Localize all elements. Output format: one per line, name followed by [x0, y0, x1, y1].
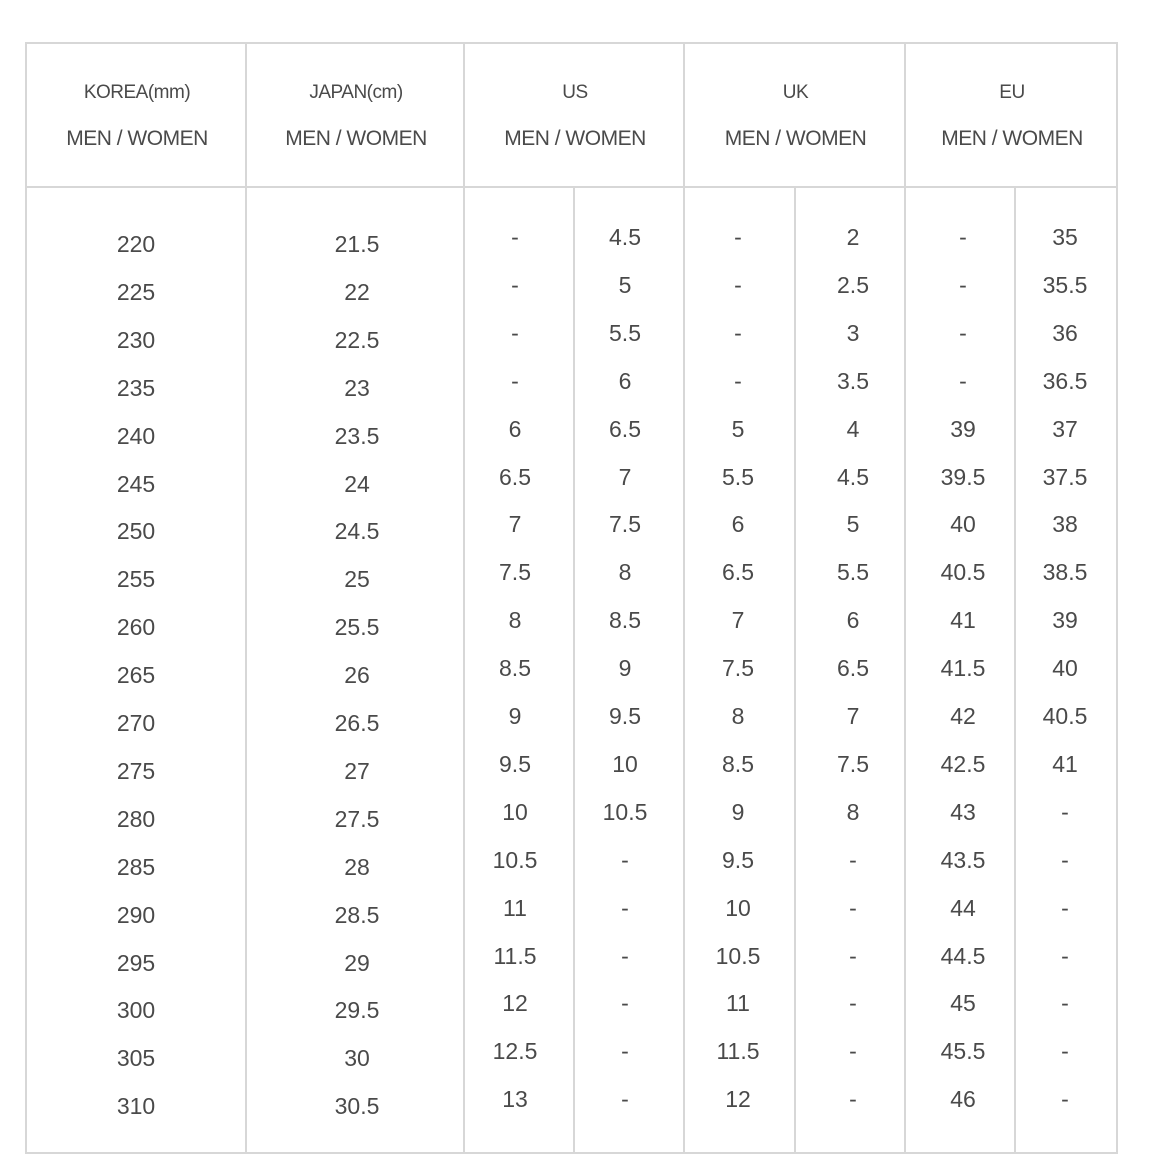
header-uk-subtitle: MEN / WOMEN: [724, 126, 867, 150]
cell-uk-men: 12: [725, 1086, 751, 1113]
cell-uk-women: 6: [846, 607, 860, 634]
cell-uk-men: -: [734, 367, 742, 394]
cell-uk-men: 9: [731, 798, 745, 825]
column-divider: [245, 44, 247, 1152]
cell-uk-women: 3: [846, 319, 860, 346]
cell-uk-men: 10: [725, 894, 751, 921]
header-uk-title: UK: [782, 81, 809, 103]
cell-eu-men: 40: [950, 511, 976, 538]
cell-us-women: 10: [612, 750, 638, 777]
cell-eu-men: -: [959, 224, 967, 250]
cell-uk-women: -: [849, 846, 857, 873]
cell-eu-women: 41: [1052, 750, 1078, 777]
header-korea: [27, 44, 247, 187]
cell-us-women: 9.5: [609, 703, 641, 729]
cell-uk-women: -: [849, 1086, 857, 1113]
header-us: [465, 44, 685, 187]
cell-us-women: 7.5: [609, 511, 641, 538]
cell-us-men: 13: [502, 1086, 528, 1113]
cell-uk-men: 6: [731, 511, 745, 538]
cell-us-men: 9: [508, 703, 522, 729]
cell-us-women: -: [621, 942, 629, 969]
cell-us-women: -: [621, 1086, 629, 1113]
header-us-subtitle: MEN / WOMEN: [504, 126, 646, 150]
header-japan: [247, 44, 465, 187]
cell-eu-women: 37: [1052, 415, 1078, 442]
cell-korea-mm: 265: [116, 662, 156, 689]
cell-uk-men: -: [734, 319, 742, 346]
cell-us-women: 10.5: [602, 798, 648, 825]
cell-us-women: 8.5: [609, 607, 641, 634]
cell-korea-mm: 245: [116, 470, 156, 497]
cell-korea-mm: 260: [116, 614, 156, 641]
cell-us-women: 7: [618, 463, 632, 490]
cell-eu-women: 38: [1052, 511, 1078, 538]
header-japan-title: JAPAN(cm): [309, 81, 403, 103]
cell-eu-men: 43.5: [940, 846, 986, 873]
cell-korea-mm: 310: [116, 1093, 156, 1120]
header-korea-title: KOREA(mm): [83, 81, 191, 103]
cell-korea-mm: 225: [116, 278, 156, 305]
cell-japan-cm: 21.5: [334, 231, 380, 257]
cell-eu-women: 36: [1052, 319, 1078, 346]
cell-us-men: 10.5: [492, 846, 538, 873]
cell-eu-women: 39: [1052, 607, 1078, 634]
cell-us-men: -: [511, 367, 519, 394]
cell-eu-men: 43: [950, 798, 976, 825]
cell-eu-women: 35.5: [1042, 271, 1088, 298]
header-eu: [906, 44, 1118, 187]
cell-eu-women: 37.5: [1042, 463, 1088, 490]
cell-eu-women: 36.5: [1042, 367, 1088, 394]
column-divider: [683, 44, 685, 1152]
header-eu-title: EU: [999, 81, 1025, 103]
cell-japan-cm: 22.5: [334, 326, 380, 353]
cell-eu-women: -: [1061, 894, 1069, 921]
cell-eu-men: 39.5: [940, 463, 986, 490]
cell-japan-cm: 30.5: [334, 1093, 380, 1120]
cell-eu-women: -: [1061, 798, 1069, 825]
cell-uk-women: 4: [846, 415, 860, 442]
cell-japan-cm: 26.5: [334, 710, 380, 736]
cell-japan-cm: 24: [344, 470, 370, 497]
cell-us-women: 4.5: [609, 224, 641, 250]
cell-eu-men: 41: [950, 607, 976, 634]
cell-korea-mm: 240: [116, 422, 156, 449]
cell-eu-men: -: [959, 319, 967, 346]
header-divider: [27, 186, 1116, 188]
cell-uk-men: 7: [731, 607, 745, 634]
cell-us-men: 9.5: [499, 750, 531, 777]
cell-uk-men: 6.5: [722, 559, 754, 586]
cell-eu-men: 39: [950, 415, 976, 442]
cell-us-women: 6.5: [609, 415, 641, 442]
cell-eu-men: 40.5: [940, 559, 986, 586]
cell-korea-mm: 235: [116, 374, 156, 401]
cell-eu-men: 44: [950, 894, 976, 921]
cell-uk-women: 3.5: [837, 367, 869, 394]
cell-us-men: 8: [508, 607, 522, 634]
cell-eu-men: 42.5: [940, 750, 986, 777]
cell-uk-women: 2: [846, 224, 860, 250]
cell-uk-women: -: [849, 990, 857, 1017]
cell-eu-women: 38.5: [1042, 559, 1088, 586]
cell-korea-mm: 250: [116, 518, 156, 545]
cell-korea-mm: 305: [116, 1045, 156, 1072]
cell-us-men: -: [511, 271, 519, 298]
cell-us-men: 12: [502, 990, 528, 1017]
cell-uk-men: -: [734, 271, 742, 298]
cell-japan-cm: 28: [344, 853, 370, 880]
cell-korea-mm: 255: [116, 566, 156, 593]
cell-us-women: 5: [618, 271, 632, 298]
cell-japan-cm: 25: [344, 566, 370, 593]
cell-eu-men: 41.5: [940, 655, 986, 682]
header-eu-subtitle: MEN / WOMEN: [941, 126, 1083, 150]
cell-us-men: 7.5: [499, 559, 531, 586]
cell-eu-women: 40.5: [1042, 703, 1088, 729]
cell-korea-mm: 275: [116, 757, 156, 784]
cell-japan-cm: 22: [344, 278, 370, 305]
cell-japan-cm: 23: [344, 374, 370, 401]
cell-eu-women: -: [1061, 846, 1069, 873]
cell-uk-women: 5: [846, 511, 860, 538]
cell-uk-women: 7: [846, 703, 860, 729]
cell-uk-men: 5.5: [722, 463, 754, 490]
cell-uk-women: 8: [846, 798, 860, 825]
header-uk: [685, 44, 906, 187]
cell-us-women: -: [621, 846, 629, 873]
cell-eu-men: 45.5: [940, 1038, 986, 1065]
cell-uk-men: 7.5: [722, 655, 754, 682]
cell-uk-women: 4.5: [837, 463, 869, 490]
cell-korea-mm: 230: [116, 326, 156, 353]
cell-eu-women: 35: [1052, 224, 1078, 250]
cell-uk-men: 9.5: [722, 846, 754, 873]
cell-korea-mm: 220: [116, 231, 156, 257]
cell-korea-mm: 270: [116, 710, 156, 736]
header-japan-subtitle: MEN / WOMEN: [285, 126, 427, 150]
cell-eu-men: -: [959, 367, 967, 394]
cell-us-women: -: [621, 1038, 629, 1065]
cell-uk-men: 8.5: [722, 750, 754, 777]
cell-eu-women: 40: [1052, 655, 1078, 682]
cell-eu-men: 46: [950, 1086, 976, 1113]
cell-eu-women: -: [1061, 942, 1069, 969]
column-divider: [463, 44, 465, 1152]
cell-us-men: -: [511, 224, 519, 250]
cell-eu-men: -: [959, 271, 967, 298]
subcolumn-divider: [1014, 188, 1016, 1152]
cell-us-men: 6: [508, 415, 522, 442]
cell-eu-women: -: [1061, 1086, 1069, 1113]
cell-japan-cm: 28.5: [334, 901, 380, 928]
header-korea-subtitle: MEN / WOMEN: [66, 126, 208, 150]
subcolumn-divider: [794, 188, 796, 1152]
cell-japan-cm: 27: [344, 757, 370, 784]
cell-us-women: -: [621, 990, 629, 1017]
column-divider: [904, 44, 906, 1152]
cell-us-women: 9: [618, 655, 632, 682]
cell-korea-mm: 285: [116, 853, 156, 880]
header-us-title: US: [562, 81, 588, 103]
cell-us-men: 12.5: [492, 1038, 538, 1065]
cell-japan-cm: 30: [344, 1045, 370, 1072]
cell-uk-women: -: [849, 942, 857, 969]
cell-eu-women: -: [1061, 990, 1069, 1017]
cell-uk-men: 10.5: [715, 942, 761, 969]
cell-japan-cm: 26: [344, 662, 370, 689]
cell-uk-women: 5.5: [837, 559, 869, 586]
cell-uk-women: -: [849, 894, 857, 921]
cell-japan-cm: 29.5: [334, 997, 380, 1024]
cell-eu-women: -: [1061, 1038, 1069, 1065]
cell-uk-men: 11: [726, 990, 750, 1017]
cell-us-men: 8.5: [499, 655, 531, 682]
cell-japan-cm: 25.5: [334, 614, 380, 641]
cell-eu-men: 42: [950, 703, 976, 729]
cell-korea-mm: 300: [116, 997, 156, 1024]
cell-us-men: 11.5: [493, 942, 537, 969]
cell-us-women: 8: [618, 559, 632, 586]
cell-us-women: 6: [618, 367, 632, 394]
cell-uk-women: 6.5: [837, 655, 869, 682]
cell-uk-men: 8: [731, 703, 745, 729]
cell-uk-women: -: [849, 1038, 857, 1065]
cell-us-men: 11: [503, 894, 527, 921]
cell-korea-mm: 290: [116, 901, 156, 928]
cell-uk-women: 7.5: [837, 750, 869, 777]
cell-eu-men: 44.5: [940, 942, 986, 969]
cell-uk-men: -: [734, 224, 742, 250]
cell-japan-cm: 23.5: [334, 422, 380, 449]
cell-us-men: 7: [508, 511, 522, 538]
cell-korea-mm: 280: [116, 805, 156, 832]
cell-korea-mm: 295: [116, 949, 156, 976]
cell-eu-men: 45: [950, 990, 976, 1017]
cell-us-men: 10: [502, 798, 528, 825]
cell-us-women: 5.5: [609, 319, 641, 346]
cell-uk-men: 11.5: [716, 1038, 760, 1065]
cell-us-men: 6.5: [499, 463, 531, 490]
cell-uk-women: 2.5: [837, 271, 869, 298]
subcolumn-divider: [573, 188, 575, 1152]
cell-japan-cm: 24.5: [334, 518, 380, 545]
size-conversion-table: [25, 42, 1118, 1154]
cell-japan-cm: 29: [344, 949, 370, 976]
cell-japan-cm: 27.5: [334, 805, 380, 832]
cell-us-women: -: [621, 894, 629, 921]
cell-us-men: -: [511, 319, 519, 346]
cell-uk-men: 5: [731, 415, 745, 442]
